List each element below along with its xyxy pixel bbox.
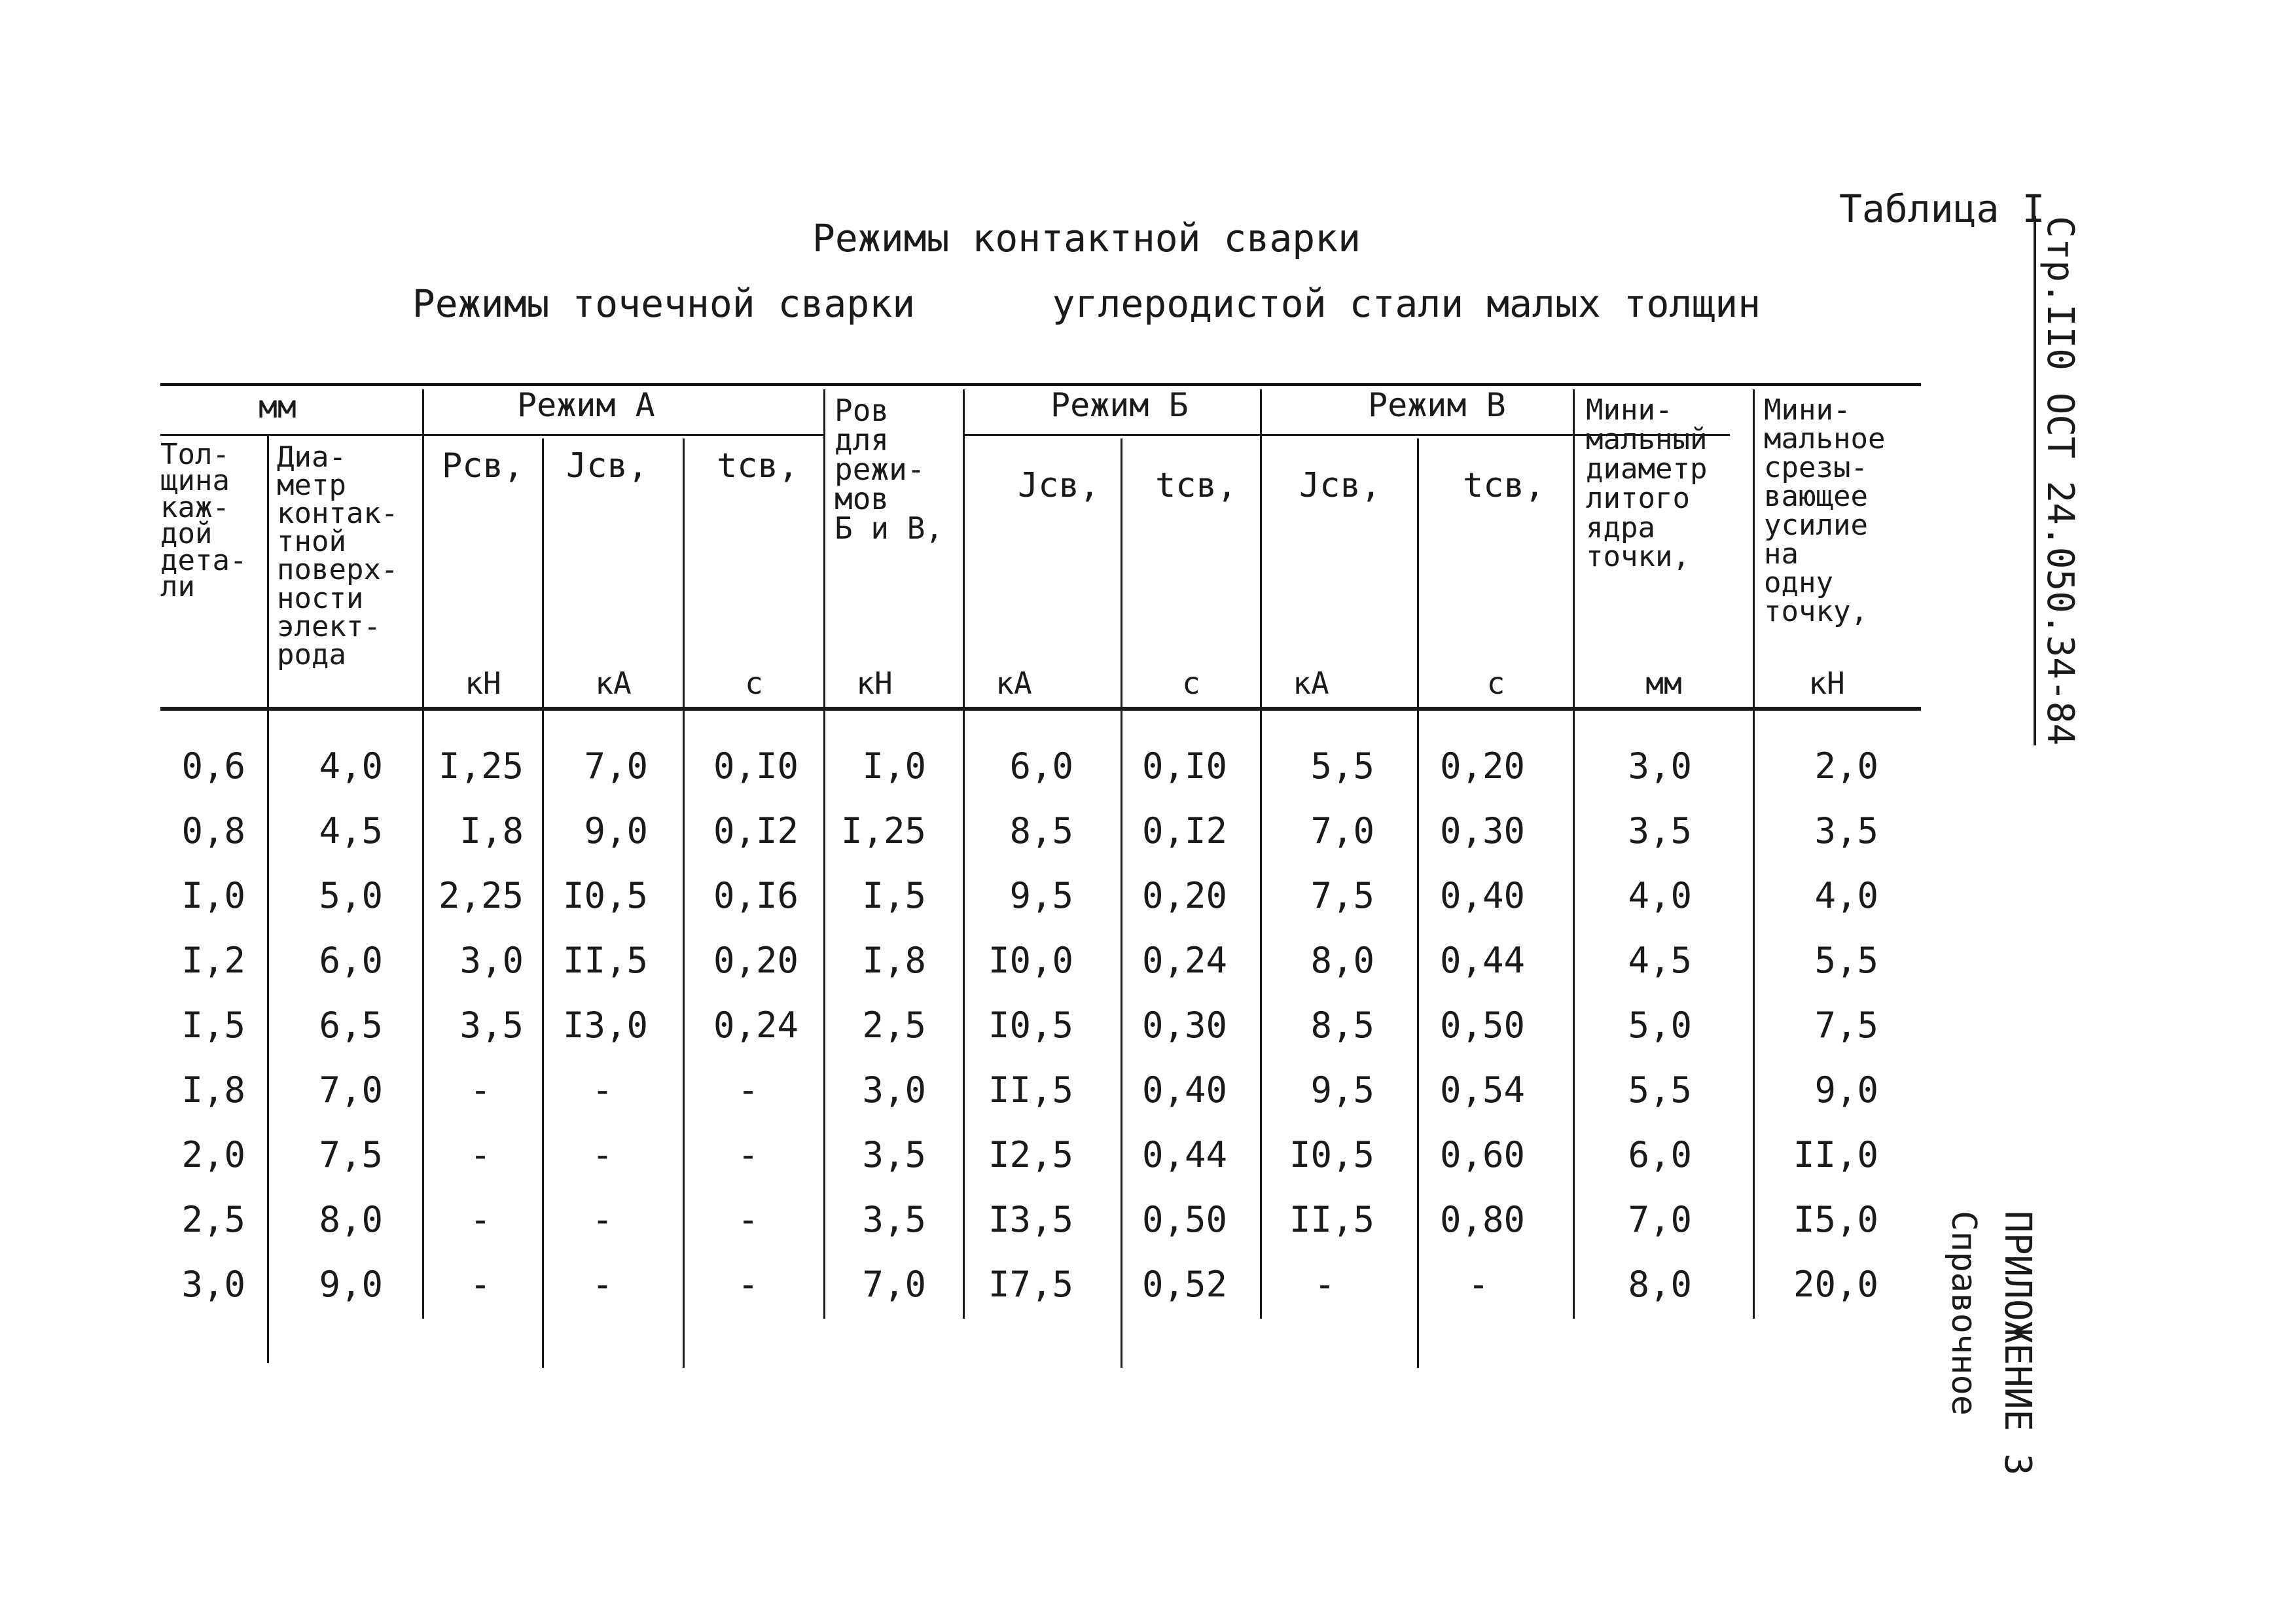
table-cell: 0,8 xyxy=(181,810,245,851)
table-cell: 4,0 xyxy=(1814,874,1878,916)
table-cell: 0,20 xyxy=(1141,874,1227,916)
header-electrode-diameter: Диа- метр контак- тной поверх- ности элект- рода xyxy=(277,440,399,671)
table-cell: 0,40 xyxy=(1439,874,1525,916)
unit-i-sv-a: кА xyxy=(595,666,632,701)
table-cell: 0,20 xyxy=(713,939,798,981)
table-cell: II,0 xyxy=(1793,1133,1878,1175)
table-cell: 7,5 xyxy=(1310,874,1374,916)
table-cell: - xyxy=(1314,1263,1336,1305)
unit-min-force: кН xyxy=(1808,666,1845,701)
table-row xyxy=(160,992,1921,1058)
table-cell: 4,0 xyxy=(1628,874,1692,916)
table-cell: 3,0 xyxy=(862,1069,926,1111)
table-cell: - xyxy=(469,1263,492,1305)
table-cell: 9,0 xyxy=(1814,1069,1878,1111)
table-row xyxy=(160,863,1921,928)
header-p-sv: Pсв, xyxy=(442,446,524,486)
table-cell: - xyxy=(592,1069,613,1111)
table-cell: 8,0 xyxy=(1628,1263,1692,1305)
table-cell: I,8 xyxy=(181,1069,245,1111)
table-cell: 6,0 xyxy=(319,939,383,981)
header-t-sv-b: tсв, xyxy=(1155,466,1238,505)
table-cell: 8,5 xyxy=(1310,1004,1374,1046)
table-cell: 0,44 xyxy=(1439,939,1525,981)
table-cell: 9,0 xyxy=(319,1263,383,1305)
document-subtitle: Режимы точечной сварки углеродистой стали малых толщин xyxy=(412,281,1761,326)
table-cell: I,8 xyxy=(459,810,524,851)
table-cell: - xyxy=(1467,1263,1490,1305)
table-cell: 2,0 xyxy=(181,1133,245,1175)
table-cell: 0,24 xyxy=(713,1004,798,1046)
unit-t-sv-b: с xyxy=(1182,666,1200,701)
unit-t-sv-v: с xyxy=(1486,666,1505,701)
table-cell: 4,5 xyxy=(1628,939,1692,981)
unit-i-sv-v: кА xyxy=(1293,666,1329,701)
table-cell: 5,0 xyxy=(319,874,383,916)
table-cell: I,0 xyxy=(862,745,926,787)
table-cell: - xyxy=(737,1133,759,1175)
table-cell: 6,0 xyxy=(1628,1133,1692,1175)
table-cell: 6,5 xyxy=(319,1004,383,1046)
table-cell: I3,5 xyxy=(988,1198,1073,1240)
table-cell: 8,5 xyxy=(1009,810,1073,851)
table-cell: 2,5 xyxy=(862,1004,926,1046)
table-cell: 0,52 xyxy=(1141,1263,1227,1305)
table-cell: 0,I6 xyxy=(713,874,798,916)
table-top-rule xyxy=(160,383,1921,386)
table-cell: II,5 xyxy=(988,1069,1073,1111)
table-cell: I7,5 xyxy=(988,1263,1073,1305)
table-row xyxy=(160,798,1921,863)
table-cell: II,5 xyxy=(1289,1198,1374,1240)
unit-t-sv-a: с xyxy=(745,666,763,701)
header-t-sv-v: tсв, xyxy=(1463,466,1545,505)
table-cell: 0,6 xyxy=(181,745,245,787)
table-cell: 0,54 xyxy=(1439,1069,1525,1111)
table-cell: I2,5 xyxy=(988,1133,1073,1175)
table-cell: 5,5 xyxy=(1628,1069,1692,1111)
side-appendix: ПРИЛОЖЕНИЕ 3 xyxy=(1996,1211,2039,1476)
table-cell: 0,I0 xyxy=(1141,745,1227,787)
mm-underline xyxy=(160,434,422,436)
table-cell: 3,5 xyxy=(862,1198,926,1240)
table-number: Таблица I xyxy=(1839,187,2045,231)
table-cell: I0,5 xyxy=(562,874,648,916)
table-cell: - xyxy=(592,1133,613,1175)
unit-min-diameter: мм xyxy=(1645,666,1682,701)
header-mode-v: Режим В xyxy=(1368,386,1506,424)
header-pov: Pов для режи- мов Б и В, xyxy=(834,393,944,546)
table-row xyxy=(160,1251,1921,1317)
table-cell: 0,I0 xyxy=(713,745,798,787)
side-reference-note: Справочное xyxy=(1944,1211,1983,1416)
table-cell: I,5 xyxy=(181,1004,245,1046)
table-cell: 7,0 xyxy=(1310,810,1374,851)
header-mm: мм xyxy=(259,389,296,425)
table-cell: 7,5 xyxy=(319,1133,383,1175)
table-cell: - xyxy=(592,1198,613,1240)
table-cell: 0,I2 xyxy=(713,810,798,851)
table-cell: 20,0 xyxy=(1793,1263,1878,1305)
table-cell: 5,5 xyxy=(1814,939,1878,981)
table-cell: 6,0 xyxy=(1009,745,1073,787)
table-cell: 0,44 xyxy=(1141,1133,1227,1175)
welding-modes-table xyxy=(160,383,1921,1325)
table-row xyxy=(160,733,1921,798)
table-cell: I,2 xyxy=(181,939,245,981)
document-title: Режимы контактной сварки xyxy=(812,216,1361,260)
header-i-sv-a: Jсв, xyxy=(566,446,649,486)
table-cell: I0,5 xyxy=(1289,1133,1374,1175)
table-row xyxy=(160,1057,1921,1122)
header-min-diameter: Мини- мальный диаметр литого ядра точки, xyxy=(1586,393,1708,574)
table-cell: 3,0 xyxy=(1628,745,1692,787)
table-cell: 2,5 xyxy=(181,1198,245,1240)
table-cell: - xyxy=(469,1198,492,1240)
header-min-force: Мини- мальное срезы- вающее усилие на одну точку, xyxy=(1764,393,1886,628)
table-cell: 0,80 xyxy=(1439,1198,1525,1240)
table-cell: 8,0 xyxy=(319,1198,383,1240)
table-row xyxy=(160,1186,1921,1252)
header-i-sv-v: Jсв, xyxy=(1299,466,1382,505)
table-cell: I,0 xyxy=(181,874,245,916)
table-cell: I3,0 xyxy=(562,1004,648,1046)
unit-p-sv: кН xyxy=(465,666,501,701)
table-cell: 7,0 xyxy=(862,1263,926,1305)
table-cell: 9,5 xyxy=(1310,1069,1374,1111)
table-cell: 3,0 xyxy=(459,939,524,981)
table-cell: 9,0 xyxy=(584,810,648,851)
table-cell: 0,24 xyxy=(1141,939,1227,981)
table-cell: 7,0 xyxy=(319,1069,383,1111)
table-cell: - xyxy=(737,1198,759,1240)
table-cell: I,8 xyxy=(862,939,926,981)
table-cell: 7,0 xyxy=(584,745,648,787)
table-cell: 2,25 xyxy=(438,874,524,916)
header-mode-b: Режим Б xyxy=(1050,386,1189,424)
table-cell: 0,50 xyxy=(1439,1004,1525,1046)
table-cell: 8,0 xyxy=(1310,939,1374,981)
mode-a-underline xyxy=(424,434,823,436)
unit-pov: кН xyxy=(856,666,893,701)
table-cell: 7,5 xyxy=(1814,1004,1878,1046)
table-cell: 0,40 xyxy=(1141,1069,1227,1111)
table-cell: 5,5 xyxy=(1310,745,1374,787)
table-cell: - xyxy=(737,1069,759,1111)
table-cell: 3,0 xyxy=(181,1263,245,1305)
header-i-sv-b: Jсв, xyxy=(1018,466,1100,505)
table-cell: 7,0 xyxy=(1628,1198,1692,1240)
table-cell: - xyxy=(737,1263,759,1305)
table-cell: I,25 xyxy=(840,810,926,851)
header-bottom-rule xyxy=(160,707,1921,711)
table-row xyxy=(160,1122,1921,1187)
side-standard-ref: Стр.II0 ОСТ 24.050.34-84 xyxy=(2034,216,2081,745)
table-cell: I5,0 xyxy=(1793,1198,1878,1240)
header-t-sv-a: tсв, xyxy=(717,446,799,486)
table-cell: 3,5 xyxy=(1814,810,1878,851)
table-cell: 0,30 xyxy=(1141,1004,1227,1046)
table-cell: 0,50 xyxy=(1141,1198,1227,1240)
header-mode-a: Режим А xyxy=(517,386,655,424)
table-cell: 3,5 xyxy=(459,1004,524,1046)
table-cell: 2,0 xyxy=(1814,745,1878,787)
table-cell: 3,5 xyxy=(1628,810,1692,851)
table-cell: 0,20 xyxy=(1439,745,1525,787)
table-row xyxy=(160,927,1921,993)
table-cell: I,25 xyxy=(438,745,524,787)
table-cell: 5,0 xyxy=(1628,1004,1692,1046)
table-cell: I,5 xyxy=(862,874,926,916)
table-cell: 0,I2 xyxy=(1141,810,1227,851)
table-cell: II,5 xyxy=(562,939,648,981)
table-cell: 4,0 xyxy=(319,745,383,787)
table-cell: I0,5 xyxy=(988,1004,1073,1046)
table-cell: 3,5 xyxy=(862,1133,926,1175)
table-cell: - xyxy=(469,1133,492,1175)
table-cell: - xyxy=(469,1069,492,1111)
table-cell: 9,5 xyxy=(1009,874,1073,916)
table-cell: 4,5 xyxy=(319,810,383,851)
table-cell: 0,30 xyxy=(1439,810,1525,851)
header-thickness: Тол- щина каж- дой дета- ли xyxy=(160,438,247,604)
unit-i-sv-b: кА xyxy=(996,666,1032,701)
table-cell: 0,60 xyxy=(1439,1133,1525,1175)
table-cell: I0,0 xyxy=(988,939,1073,981)
table-cell: - xyxy=(592,1263,613,1305)
